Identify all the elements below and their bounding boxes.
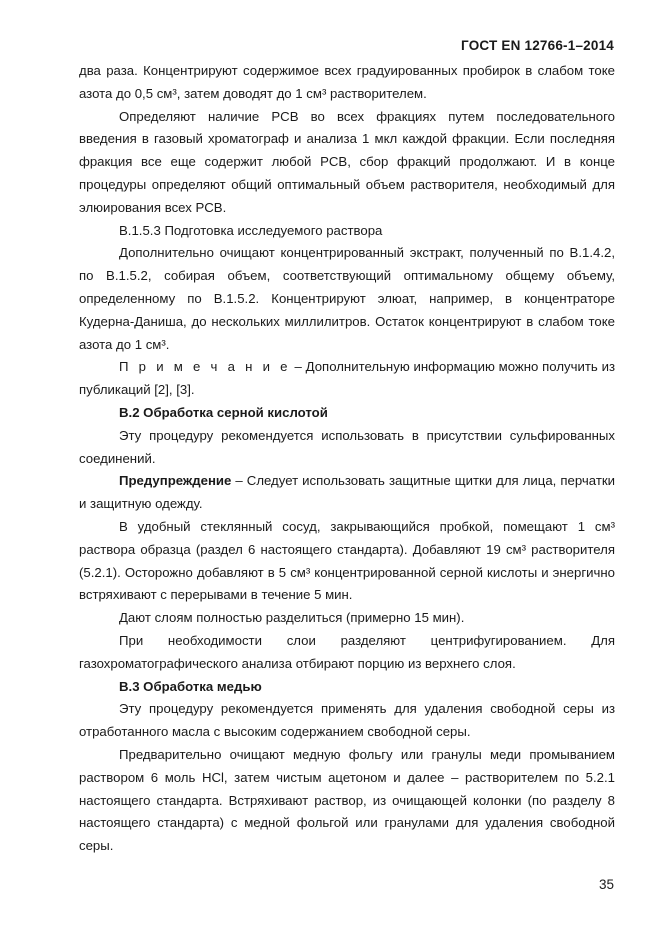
warning-text: – Следует использовать защитные щитки для лица, перчатки и защитную одежду. [79, 473, 615, 512]
section-heading-b3: В.3 Обработка медью [119, 678, 262, 694]
paragraph-b2-purpose: Эту процедуру рекомендуется использовать в присутствии сульфированных соединений. [79, 427, 615, 466]
subsection-heading-b153: В.1.5.3 Подготовка исследуемого раствора [119, 222, 383, 238]
paragraph-b2-procedure: В удобный стеклянный сосуд, закрывающийся пробкой, помещают 1 см³ раствора образца (раздел 6 настоящего стандарта). Добавляют 19 см³ растворителя (5.2.1). Осторожно добавляют в 5 см³ концентрированной серной кислоты и энергично встряхивают с перерывами в течение 5 мин. [79, 518, 615, 603]
paragraph-pcb-detection: Определяют наличие PCB во всех фракциях путем последовательного введения в газовый хроматограф и анализа 1 мкл каждой фракции. Если последняя фракция все еще содержит любой PCB, сбор фракций продолжают. И в конце процедуры определяют общий оптимальный объем растворителя, необходимый для элюирования всех PCB. [79, 108, 615, 215]
section-heading-b2: В.2 Обработка серной кислотой [119, 404, 328, 420]
paragraph-b2-separation: Дают слоям полностью разделиться (примерно 15 мин). [119, 610, 465, 626]
note [79, 356, 615, 402]
paragraph-b3-procedure: Предварительно очищают медную фольгу или гранулы меди промыванием раствором 6 моль HCl, затем чистым ацетоном и далее – растворителем по 5.2.1 настоящего стандарта. Встряхивают раствор, из очищающей колонки (по разделу 8 настоящего стандарта) с медной фольгой или гранулами для удаления свободной серы. [79, 746, 615, 854]
paragraph-b2-centrifuge: При необходимости слои разделяют центрифугированием. Для газохроматографического анализа отбирают порцию из верхнего слоя. [79, 632, 615, 671]
warning-label: Предупреждение [119, 473, 232, 489]
warning [79, 470, 615, 516]
note-label: П р и м е ч а н и е [119, 359, 291, 375]
paragraph-continuation: два раза. Концентрируют содержимое всех градуированных пробирок в слабом токе азота до 0,5 см³, затем доводят до 1 см³ растворителем. [79, 63, 615, 101]
paragraph-additional-cleanup: Дополнительно очищают концентрированный экстракт, полученный по В.1.4.2, по В.1.5.2, собирая объем, соответствующий оптимальному общему объему, определенному по В.1.5.2. Концентрируют элюат, например, в концентраторе Кудерна-Даниша, до нескольких миллилитров. Остаток концентрируют в слабом токе азота до 1 см³. [79, 245, 615, 352]
paragraph-b3-purpose: Эту процедуру рекомендуется применять для удаления свободной серы из отработанного масла с высоким содержанием свободной серы. [79, 701, 615, 740]
page-body [79, 60, 615, 858]
note-text: – Дополнительную информацию можно получить из публикаций [2], [3]. [79, 359, 615, 398]
page-number: 35 [598, 877, 614, 892]
standard-header: ГОСТ EN 12766-1–2014 [461, 38, 614, 53]
